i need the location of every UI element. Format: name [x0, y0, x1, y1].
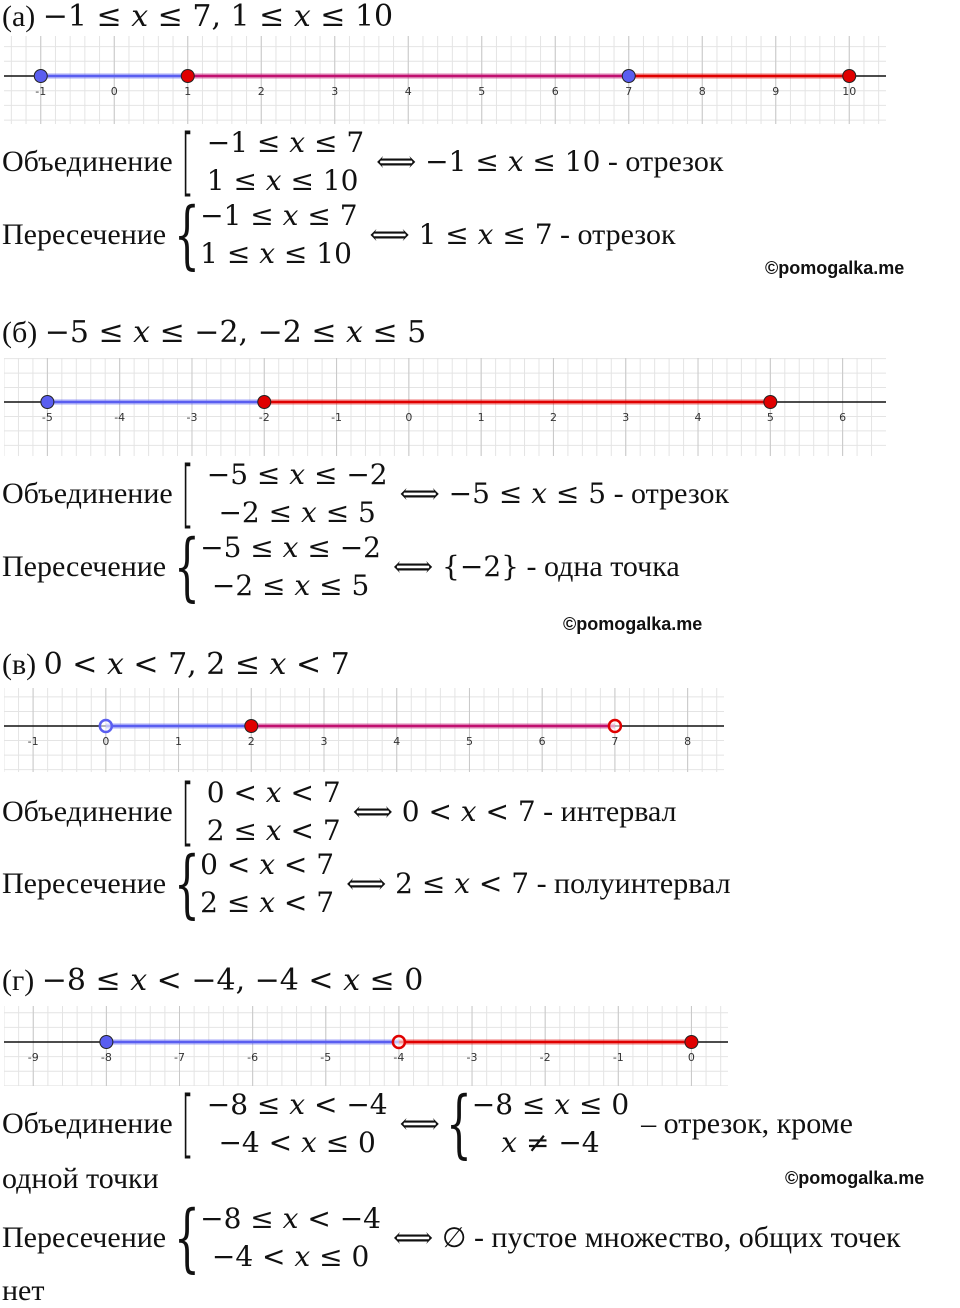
- intersection-brace-icon: {: [174, 1195, 201, 1281]
- part-d-intersection-row: [2, 1195, 901, 1281]
- union-result-text: – отрезок, кроме: [641, 1107, 853, 1140]
- closed-point: [843, 70, 856, 83]
- union-result-brace-icon: {: [445, 1081, 472, 1167]
- union-bracket-icon: [: [180, 1081, 194, 1167]
- intersection-system: [200, 1200, 381, 1276]
- union-result-math: ⟺ −1 ≤ 𝑥 ≤ 10: [376, 145, 601, 178]
- tick-label: -1: [35, 85, 47, 98]
- part-a-intersection-row: [2, 192, 676, 278]
- part-d-label: (г): [2, 964, 35, 997]
- union-result-system: [472, 1086, 629, 1162]
- union-line-1: −5 ≤ 𝑥 ≤ −2: [206, 458, 388, 491]
- tick-label: 0: [687, 1051, 695, 1064]
- union-bracket-icon: [: [180, 769, 194, 855]
- tick-label: -4: [393, 1051, 405, 1064]
- tick-label: -2: [539, 1051, 551, 1064]
- intersection-result-text: - одна точка: [518, 550, 680, 583]
- part-d-heading-math: −8 ≤ 𝑥 < −4, −4 < 𝑥 ≤ 0: [41, 963, 424, 998]
- closed-point: [245, 720, 258, 733]
- tick-label: 6: [839, 411, 847, 424]
- union-system: [207, 456, 388, 532]
- intersection-word: Пересечение: [2, 867, 167, 900]
- intersection-line-2: −2 ≤ 𝑥 ≤ 5: [211, 569, 370, 602]
- part-a-union-row: [2, 119, 724, 205]
- grid: [4, 36, 886, 124]
- part-a-label: (а): [2, 0, 36, 33]
- part-a-heading: [2, 0, 393, 34]
- union-result-math: ⟺: [399, 1107, 440, 1140]
- tick-label: 2: [549, 411, 557, 424]
- union-line-1: −1 ≤ 𝑥 ≤ 7: [206, 126, 365, 159]
- part-b-intersection-row: [2, 524, 680, 610]
- intersection-brace-icon: {: [174, 524, 201, 610]
- part-b-heading-math: −5 ≤ 𝑥 ≤ −2, −2 ≤ 𝑥 ≤ 5: [44, 315, 427, 350]
- part-b-number-line: [4, 358, 886, 456]
- tick-label: 2: [247, 735, 255, 748]
- intersection-result-text: - полуинтервал: [529, 867, 731, 900]
- intersection-result-text: - пустое множество, общих точек: [466, 1221, 901, 1254]
- intersection-system: [200, 197, 357, 273]
- union-line-2: 2 ≤ 𝑥 < 7: [206, 814, 341, 847]
- tick-label: 7: [625, 85, 633, 98]
- intersection-system: [200, 529, 381, 605]
- tick-label: 6: [538, 735, 546, 748]
- tick-label: 5: [766, 411, 774, 424]
- tick-label: 8: [698, 85, 706, 98]
- part-b-label: (б): [2, 316, 38, 349]
- tick-label: 0: [102, 735, 110, 748]
- union-line-2: 1 ≤ 𝑥 ≤ 10: [206, 164, 359, 197]
- tick-label: 10: [842, 85, 857, 98]
- intersection-line-1: −8 ≤ 𝑥 < −4: [200, 1202, 381, 1235]
- tick-label: 4: [694, 411, 702, 424]
- union-word: Объединение: [2, 1107, 173, 1140]
- tick-label: 1: [184, 85, 192, 98]
- grid: [4, 1006, 728, 1086]
- union-result-math: ⟺ −5 ≤ 𝑥 ≤ 5: [399, 477, 607, 510]
- part-c-intersection-row: [2, 841, 731, 927]
- intersection-word: Пересечение: [2, 218, 167, 251]
- closed-point: [34, 70, 47, 83]
- union-line-1: −8 ≤ 𝑥 < −4: [206, 1088, 388, 1121]
- intersection-brace-icon: {: [174, 841, 201, 927]
- intersection-line-1: −5 ≤ 𝑥 ≤ −2: [200, 531, 381, 564]
- tick-label: -3: [466, 1051, 478, 1064]
- tick-label: 5: [465, 735, 473, 748]
- tick-label: 1: [175, 735, 183, 748]
- tick-label: 0: [405, 411, 413, 424]
- tick-label: 7: [611, 735, 619, 748]
- union-result-line-2: 𝑥 ≠ −4: [501, 1126, 600, 1159]
- open-point: [100, 720, 112, 732]
- union-continuation: одной точки: [2, 1162, 159, 1195]
- part-d-union-row: [2, 1081, 853, 1167]
- tick-label: -3: [186, 411, 198, 424]
- intersection-result-math: ⟺ ∅: [393, 1221, 467, 1254]
- closed-point: [100, 1036, 113, 1049]
- part-c-number-line: [4, 688, 724, 772]
- union-word: Объединение: [2, 477, 173, 510]
- part-b-heading: [2, 316, 426, 350]
- tick-label: 3: [320, 735, 328, 748]
- tick-label: 3: [622, 411, 630, 424]
- union-line-2: −4 < 𝑥 ≤ 0: [218, 1126, 376, 1159]
- grid: [4, 358, 886, 456]
- union-bracket-icon: [: [180, 451, 194, 537]
- tick-label: -1: [27, 735, 39, 748]
- part-b-union-row: [2, 451, 730, 537]
- watermark: ©pomogalka.me: [765, 258, 905, 278]
- part-c-heading-math: 0 < 𝑥 < 7, 2 ≤ 𝑥 < 7: [43, 647, 350, 682]
- union-result-text: - интервал: [535, 795, 677, 828]
- tick-label: 8: [684, 735, 692, 748]
- part-a-number-line: [4, 36, 886, 124]
- tick-label: -8: [100, 1051, 112, 1064]
- intersection-system: [200, 846, 334, 922]
- tick-label: 0: [110, 85, 118, 98]
- union-system: [207, 774, 341, 850]
- union-line-1: 0 < 𝑥 < 7: [206, 776, 341, 809]
- tick-label: -5: [320, 1051, 332, 1064]
- tick-label: 9: [772, 85, 780, 98]
- closed-point: [258, 396, 271, 409]
- intersection-result-math: ⟺ {−2}: [393, 550, 519, 583]
- intersection-continuation: нет: [2, 1274, 45, 1307]
- union-system: [207, 1086, 388, 1162]
- tick-label: -2: [258, 411, 270, 424]
- tick-label: -5: [41, 411, 53, 424]
- tick-label: -7: [174, 1051, 185, 1064]
- tick-label: -6: [247, 1051, 259, 1064]
- watermark: ©pomogalka.me: [563, 614, 703, 634]
- tick-label: 4: [404, 85, 412, 98]
- closed-point: [685, 1036, 698, 1049]
- closed-point: [181, 70, 194, 83]
- union-result-text: - отрезок: [600, 145, 724, 178]
- tick-label: 3: [331, 85, 339, 98]
- intersection-line-2: 1 ≤ 𝑥 ≤ 10: [200, 237, 352, 270]
- closed-point: [622, 70, 635, 83]
- watermark: ©pomogalka.me: [785, 1168, 925, 1188]
- intersection-word: Пересечение: [2, 550, 167, 583]
- intersection-line-1: 0 < 𝑥 < 7: [200, 848, 335, 881]
- part-d-heading: [2, 964, 423, 998]
- union-bracket-icon: [: [180, 119, 194, 205]
- tick-label: 4: [393, 735, 401, 748]
- tick-label: -1: [331, 411, 343, 424]
- part-c-label: (в): [2, 648, 37, 681]
- intersection-result-math: ⟺ 2 ≤ 𝑥 < 7: [346, 867, 530, 900]
- intersection-brace-icon: {: [174, 192, 201, 278]
- union-line-2: −2 ≤ 𝑥 ≤ 5: [218, 496, 376, 529]
- intersection-line-1: −1 ≤ 𝑥 ≤ 7: [200, 199, 358, 232]
- union-system: [207, 124, 364, 200]
- tick-label: 5: [478, 85, 486, 98]
- tick-label: 2: [257, 85, 265, 98]
- union-word: Объединение: [2, 795, 173, 828]
- open-point: [393, 1036, 405, 1048]
- part-a-heading-math: −1 ≤ 𝑥 ≤ 7, 1 ≤ 𝑥 ≤ 10: [42, 0, 394, 34]
- intersection-result-text: - отрезок: [552, 218, 676, 251]
- tick-label: 6: [551, 85, 559, 98]
- part-c-heading: [2, 648, 350, 682]
- union-result-math: ⟺ 0 < 𝑥 < 7: [352, 795, 536, 828]
- intersection-line-2: 2 ≤ 𝑥 < 7: [200, 886, 335, 919]
- open-point: [609, 720, 621, 732]
- intersection-result-math: ⟺ 1 ≤ 𝑥 ≤ 7: [369, 218, 553, 251]
- tick-label: -9: [27, 1051, 39, 1064]
- part-d-number-line: [4, 1006, 728, 1086]
- tick-label: -1: [612, 1051, 624, 1064]
- part-c-union-row: [2, 769, 677, 855]
- tick-label: -4: [114, 411, 126, 424]
- union-word: Объединение: [2, 145, 173, 178]
- closed-point: [764, 396, 777, 409]
- union-result-text: - отрезок: [606, 477, 730, 510]
- intersection-line-2: −4 < 𝑥 ≤ 0: [211, 1240, 370, 1273]
- union-result-line-1: −8 ≤ 𝑥 ≤ 0: [471, 1088, 630, 1121]
- intersection-word: Пересечение: [2, 1221, 167, 1254]
- tick-label: 1: [477, 411, 485, 424]
- closed-point: [41, 396, 54, 409]
